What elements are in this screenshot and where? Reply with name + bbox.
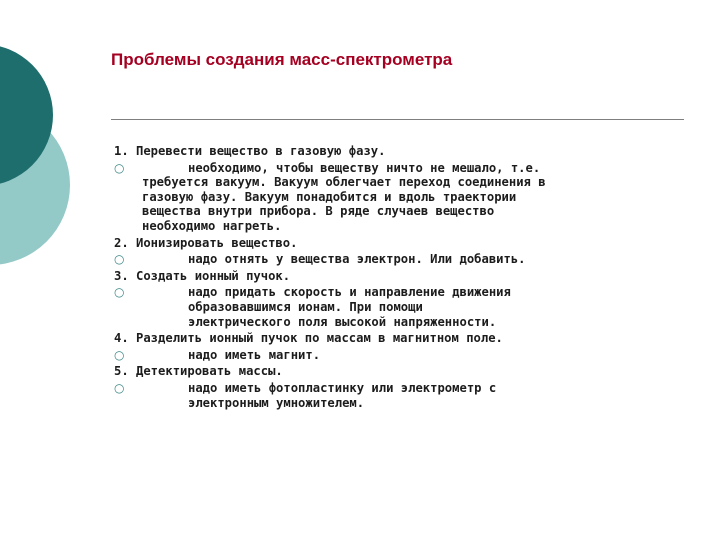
bullet-3 [114,285,674,329]
hollow-circle-icon: ○ [114,252,125,267]
bullet-line: надо придать скорость и направление движения [188,285,511,300]
bullet-2 [114,252,674,267]
bullet-line: образовавшимся ионам. При помощи [188,299,423,314]
title-divider [111,119,684,120]
step-4: 4. Разделить ионный пучок по массам в магнитном поле. [114,331,503,346]
bullet-1 [114,161,674,234]
bullet-1-text [142,161,674,234]
bullet-line: необходимо нагреть. [142,218,282,233]
step-5: 5. Детектировать массы. [114,364,283,379]
hollow-circle-icon: ○ [114,380,125,395]
bullet-line: необходимо, чтобы веществу ничто не мешало, т.е. [188,160,541,175]
slide-title: Проблемы создания масс-спектрометра [111,50,453,69]
bullet-4-text [142,348,674,363]
slide-content [114,144,674,410]
step-1: 1. Перевести вещество в газовую фазу. [114,144,386,158]
bullet-5 [114,381,674,410]
step-2: 2. Ионизировать вещество. [114,235,298,250]
bullet-5-text [142,381,674,410]
bullet-2-text [142,252,674,267]
bullet-line: газовую фазу. Вакуум понадобится и вдоль траектории [142,189,517,204]
bullet-line: электронным умножителем. [188,395,365,410]
bullet-line: надо отнять у вещества электрон. Или добавить. [188,252,526,267]
bullet-4 [114,348,674,363]
bullet-line: электрического поля высокой напряженности. [188,314,497,329]
bullet-line: надо иметь магнит. [188,347,321,362]
bullet-line: вещества внутри прибора. В ряде случаев вещество [142,204,495,219]
decorative-circles [0,0,120,300]
bullet-3-text [142,285,674,329]
step-3: 3. Создать ионный пучок. [114,268,291,283]
hollow-circle-icon: ○ [114,347,125,362]
bullet-line: требуется вакуум. Вакуум облегчает переход соединения в [142,175,546,190]
bullet-line: надо иметь фотопластинку или электрометр с [188,380,497,395]
hollow-circle-icon: ○ [114,160,125,175]
hollow-circle-icon: ○ [114,285,125,300]
